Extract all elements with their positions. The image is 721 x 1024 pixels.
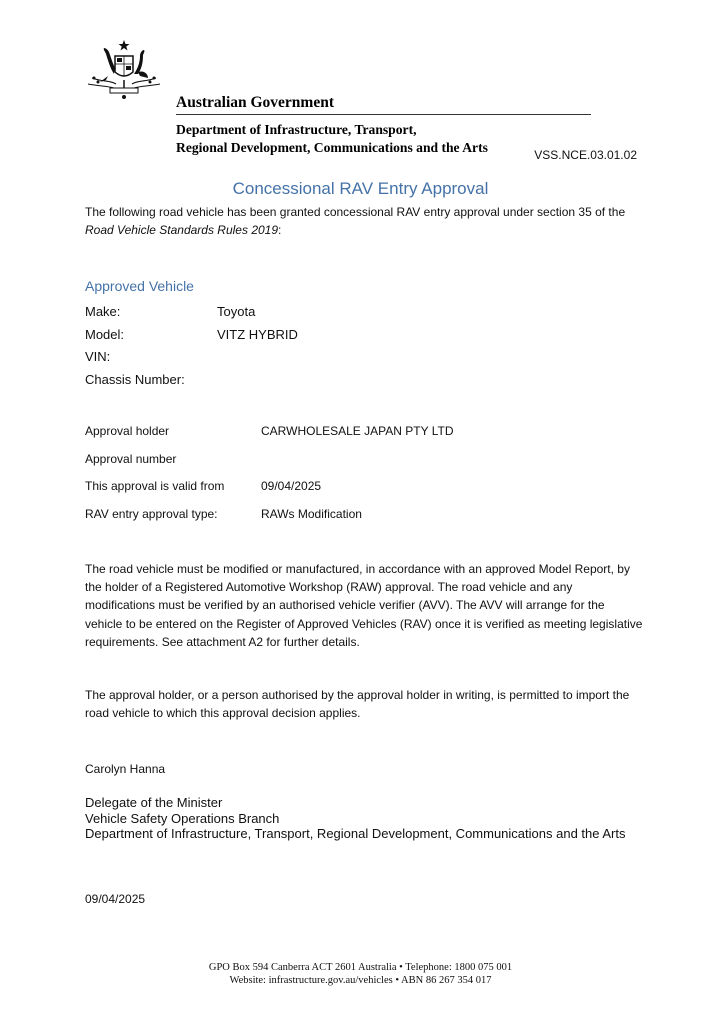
vehicle-row-make	[85, 304, 255, 319]
intro-suffix: :	[278, 223, 282, 237]
field-value: VITZ HYBRID	[217, 327, 298, 342]
approval-row-number	[85, 452, 261, 466]
field-label: Approval number	[85, 452, 177, 466]
footer-address: GPO Box 594 Canberra ACT 2601 Australia • Telephone: 1800 075 001	[208, 962, 513, 973]
vehicle-row-model	[85, 327, 298, 342]
coat-of-arms-icon	[84, 38, 164, 106]
footer	[0, 962, 721, 987]
government-name: Australian Government	[176, 94, 335, 111]
intro-text: The following road vehicle has been granted concessional RAV entry approval under section 35 of the	[85, 205, 626, 219]
vehicle-row-vin	[85, 349, 217, 364]
document-reference: VSS.NCE.03.01.02	[534, 148, 637, 162]
field-label: RAV entry approval type:	[85, 507, 218, 521]
letterhead	[84, 38, 509, 155]
signature-block	[85, 795, 645, 842]
field-label: Model:	[85, 327, 125, 342]
field-label: Approval holder	[85, 424, 170, 438]
document-title: Concessional RAV Entry Approval	[232, 179, 489, 198]
field-value: RAWs Modification	[261, 507, 362, 521]
legislation-name: Road Vehicle Standards Rules 2019	[85, 223, 279, 237]
signature-date: 09/04/2025	[85, 892, 146, 906]
approved-vehicle-heading: Approved Vehicle	[85, 278, 194, 294]
signer-role: Delegate of the Minister	[85, 795, 223, 810]
department-line-2: Regional Development, Communications and the Arts	[176, 140, 488, 155]
approval-row-type	[85, 507, 362, 521]
letterhead-divider	[176, 114, 591, 115]
import-permission-paragraph: The approval holder, or a person authorised by the approval holder in writing, is permitted to import the road vehicle to which this approval decision applies.	[85, 688, 630, 721]
modification-paragraph: The road vehicle must be modified or manufactured, in accordance with an approved Model Report, by the holder of a Registered Automotive Workshop (RAW) approval. The road vehicle and any modifications must be verified by an authorised vehicle verifier (AVV). The AVV will arrange for the vehicle to be entered on the Register of Approved Vehicles (RAV) once it is verified as meeting legislative requirements. See attachment A2 for further details.	[85, 562, 643, 649]
department-line-1: Department of Infrastructure, Transport,	[176, 122, 417, 137]
intro-paragraph	[85, 203, 645, 239]
field-label: VIN:	[85, 349, 111, 364]
signer-name: Carolyn Hanna	[85, 762, 166, 776]
footer-website: Website: infrastructure.gov.au/vehicles • ABN 86 267 354 017	[229, 974, 492, 986]
field-value: Toyota	[217, 304, 256, 319]
field-label: Make:	[85, 304, 121, 319]
field-label: Chassis Number:	[85, 372, 185, 387]
signer-department: Department of Infrastructure, Transport, Regional Development, Communications and the Arts	[85, 826, 626, 841]
approval-row-valid-from	[85, 479, 321, 493]
field-value: CARWHOLESALE JAPAN PTY LTD	[261, 424, 454, 438]
department-name	[176, 121, 488, 157]
field-value: 09/04/2025	[261, 479, 322, 493]
approval-row-holder	[85, 424, 454, 438]
signer-branch: Vehicle Safety Operations Branch	[85, 810, 280, 826]
field-label: This approval is valid from	[85, 479, 225, 493]
vehicle-row-chassis	[85, 372, 217, 387]
